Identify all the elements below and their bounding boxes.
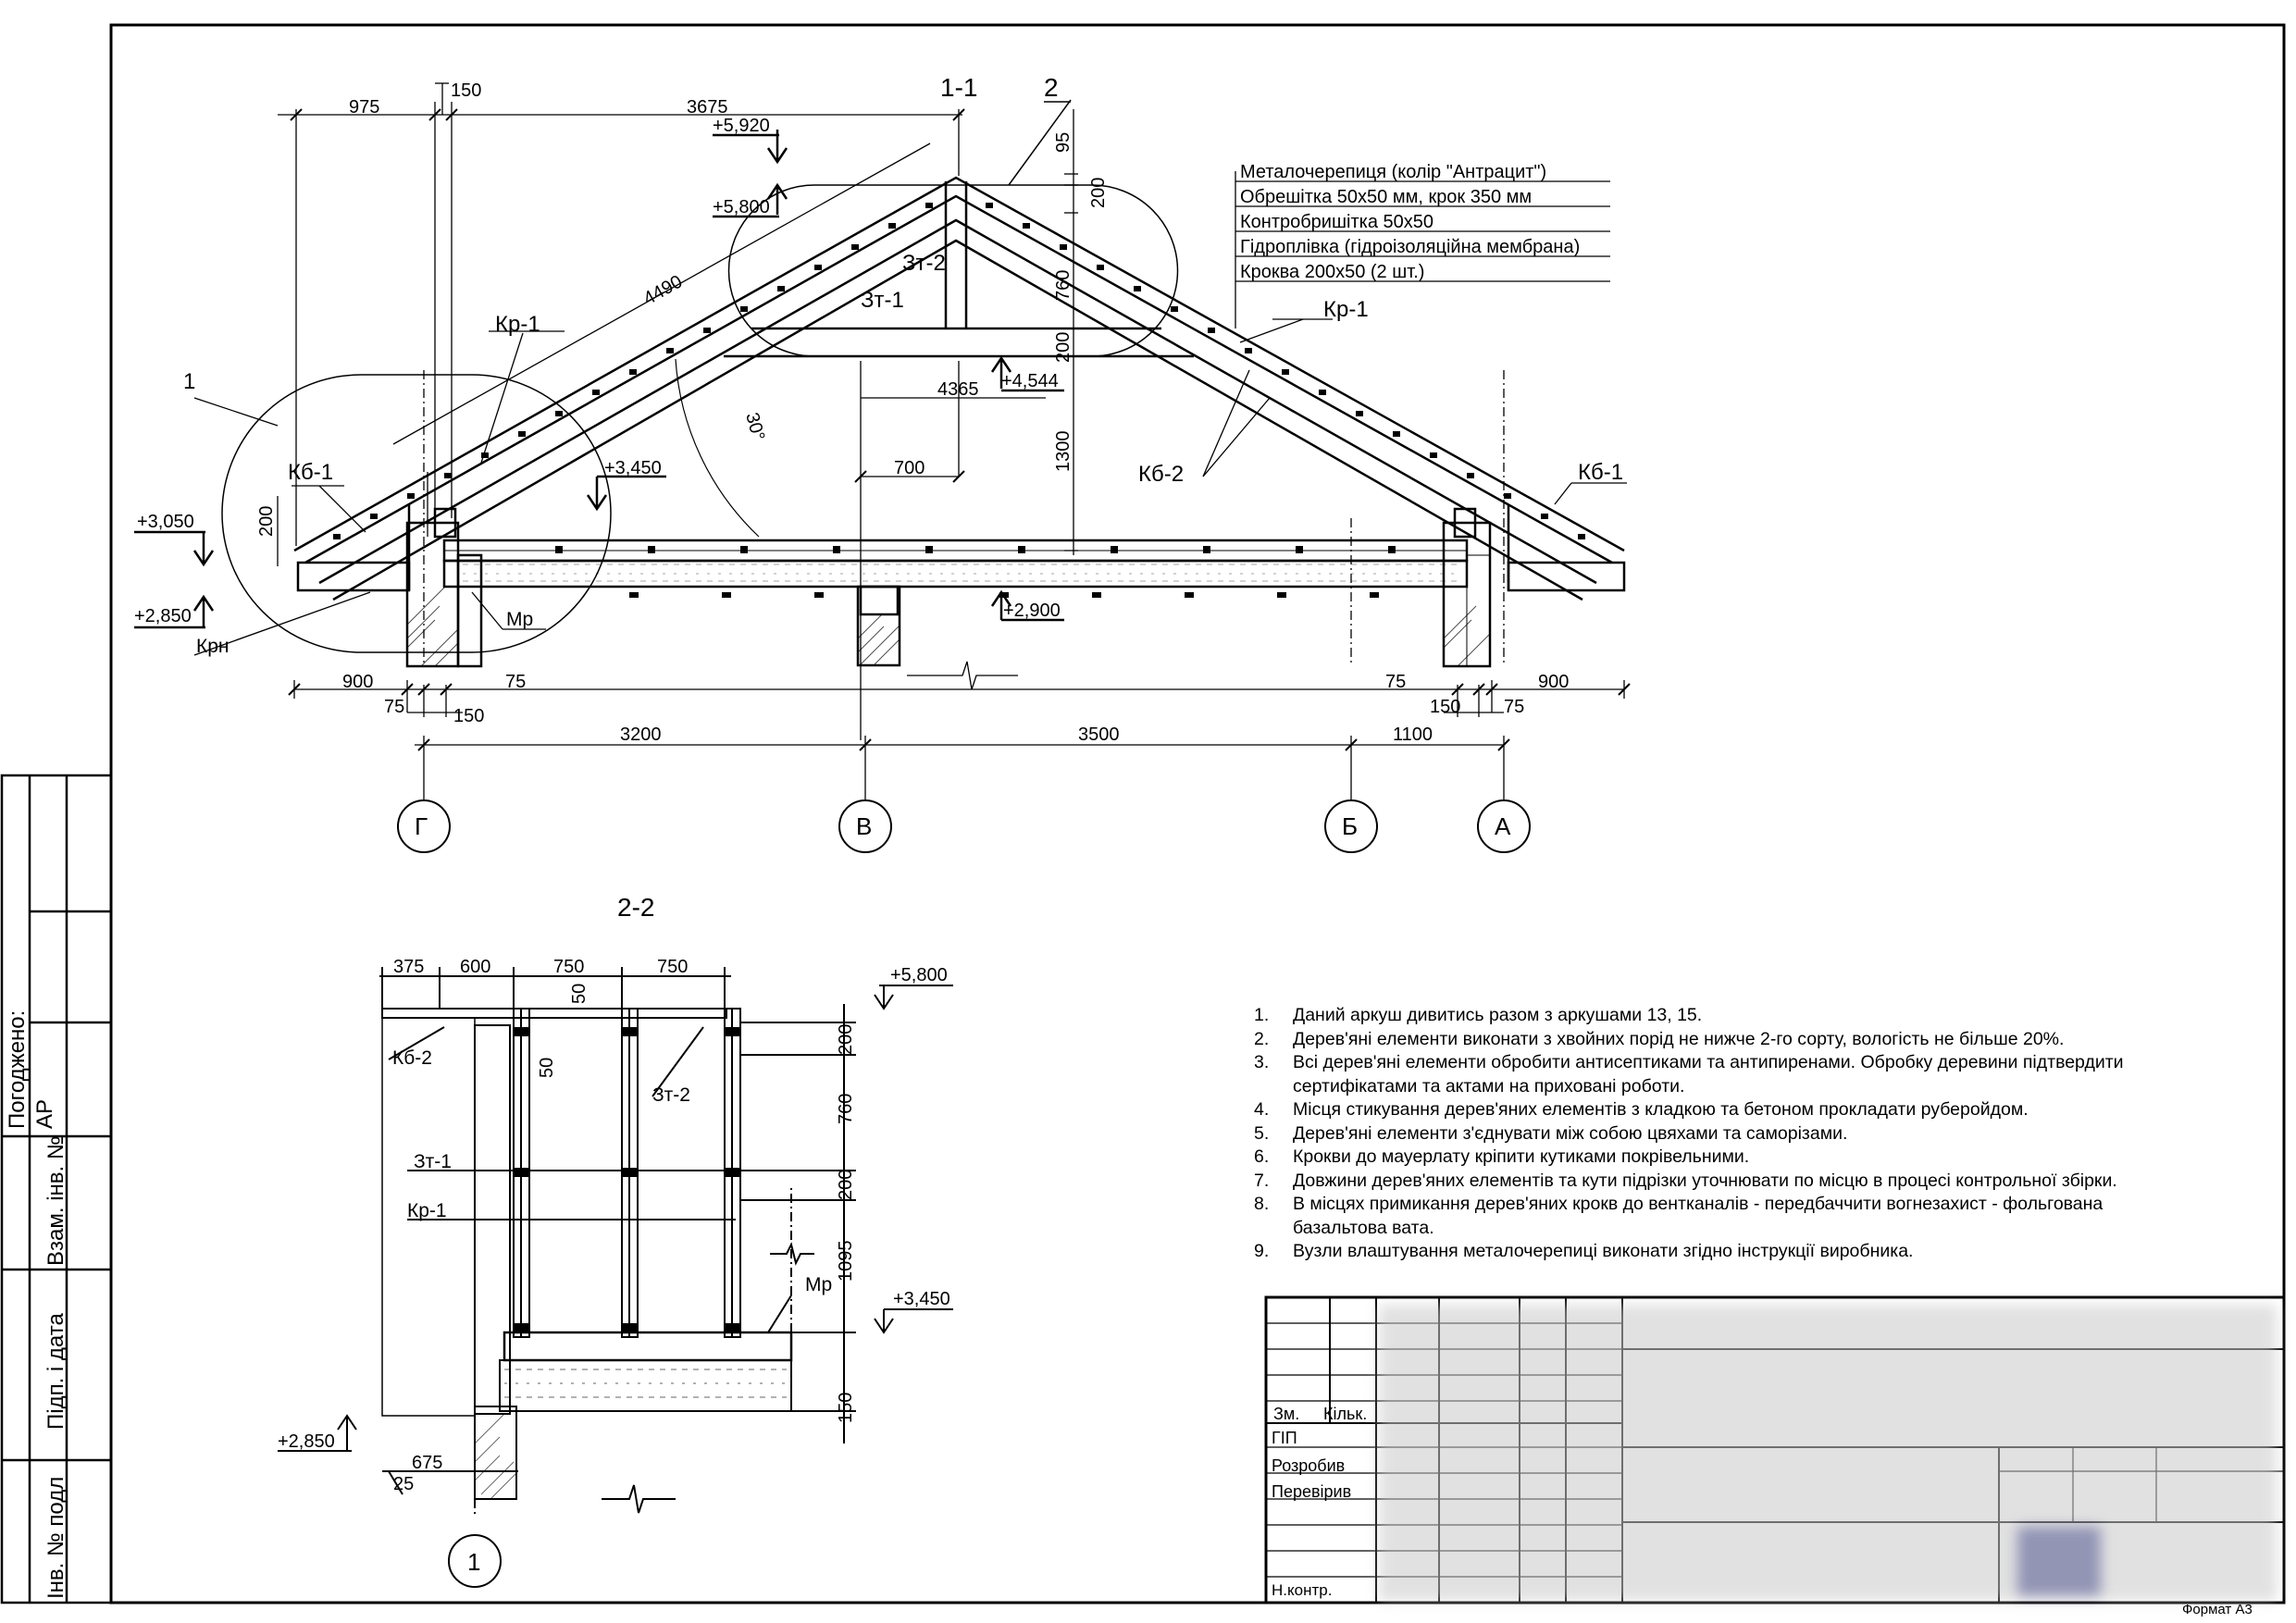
dim-375: 375	[393, 957, 425, 977]
dim-760-r: 760	[836, 1093, 856, 1124]
angle-30: 30°	[741, 410, 769, 443]
elev-5800: +5,800	[713, 197, 770, 217]
dim-900-right: 900	[1538, 672, 1570, 692]
label-zt2-s2: Зт-2	[652, 1084, 690, 1106]
elev-5920: +5,920	[713, 116, 770, 136]
dim-3200: 3200	[620, 725, 662, 745]
dim-75-left-a: 75	[384, 697, 405, 717]
tb-kilk: Кільк.	[1323, 1405, 1368, 1423]
note-item: 2. Дерев'яні елементи виконати з хвойних порід не нижче 2-го сорту, вологість не більше 20%.	[1254, 1028, 2065, 1049]
dim-1100: 1100	[1393, 725, 1433, 745]
label-mr-s2: Мр	[805, 1274, 833, 1295]
dim-25: 25	[393, 1474, 415, 1494]
elev-4544: +4,544	[1001, 371, 1059, 391]
section-1-1-title: 1-1	[940, 73, 978, 102]
note-item: 7. Довжини дерев'яних елементів та кути підрізки уточнювати по місцю в процесі контрольної збірки.	[1254, 1170, 2117, 1191]
layer-5: Кроква 200х50 (2 шт.)	[1240, 262, 1425, 282]
tb-nkontr: Н.контр.	[1272, 1581, 1333, 1599]
dim-675: 675	[412, 1453, 443, 1473]
note-item: 3. Всі дерев'яні елементи обробити антисептиками та антипиренами. Обробку деревини підтвердити сертифікатами та актами на приховані роботи.	[1254, 1052, 2124, 1096]
stamp-ar: АР	[32, 1098, 57, 1129]
note-item: 4. Місця стикування дерев'яних елементів з кладкою та бетоном прокладати руберойдом.	[1254, 1099, 2029, 1120]
stamp-vzam: Взам. інв. №	[43, 1135, 68, 1266]
stamp-inv: Інв. № подл	[43, 1476, 68, 1599]
layer-3: Контробришітка 50х50	[1240, 212, 1433, 232]
label-krn: Крн	[196, 636, 230, 657]
elev-2900: +2,900	[1003, 601, 1061, 621]
section-2-2	[278, 893, 953, 1587]
elev-2850-s2: +2,850	[278, 1431, 335, 1452]
elev-3450: +3,450	[604, 458, 662, 478]
dim-75-left-b: 75	[505, 672, 527, 692]
tb-zm: Зм.	[1273, 1405, 1300, 1423]
label-zt1-s2: Зт-1	[414, 1151, 452, 1172]
dim-750-a: 750	[553, 957, 585, 977]
label-kb2: Кб-2	[1138, 462, 1185, 487]
label-kb2-s2: Кб-2	[392, 1047, 432, 1069]
dim-95: 95	[1053, 131, 1074, 153]
dim-900-left: 900	[342, 672, 374, 692]
dim-3500: 3500	[1078, 725, 1120, 745]
tb-gip: ГІП	[1272, 1429, 1297, 1447]
axis-1: 1	[467, 1548, 481, 1576]
dim-1300: 1300	[1053, 430, 1074, 472]
axis-g: Г	[415, 812, 428, 840]
stamp-pidp: Підп. і дата	[43, 1313, 68, 1430]
stamp-pogodzheno: Погоджено:	[5, 1010, 30, 1129]
tb-perevirv: Перевірив	[1272, 1482, 1352, 1501]
dim-200-r1: 200	[836, 1023, 856, 1055]
dim-50-a: 50	[569, 983, 590, 1004]
layer-4: Гідроплівка (гідроізоляційна мембрана)	[1240, 237, 1581, 257]
callout-1: 1	[183, 369, 196, 394]
dim-150-left: 150	[453, 706, 485, 726]
dim-1095-r: 1095	[836, 1240, 856, 1282]
layer-2: Обрешітка 50х50 мм, крок 350 мм	[1240, 187, 1533, 207]
dim-150-r: 150	[836, 1392, 856, 1423]
section-1-1	[134, 73, 1630, 852]
elev-5800-s2: +5,800	[890, 965, 948, 985]
dim-200-r2: 200	[836, 1169, 856, 1200]
note-item: 1. Даний аркуш дивитись разом з аркушами 13, 15.	[1254, 1005, 1703, 1025]
dim-75-right-b: 75	[1504, 697, 1525, 717]
label-kb1-right: Кб-1	[1578, 460, 1624, 485]
axis-v: В	[856, 812, 873, 840]
label-mr: Мр	[506, 609, 534, 630]
layer-1: Металочерепиця (колір "Антрацит")	[1240, 162, 1547, 182]
label-kr1-left: Кр-1	[495, 312, 540, 337]
dim-200-a: 200	[1088, 177, 1109, 208]
notes-list	[1254, 1004, 2189, 1264]
title-block-redacted	[1379, 1305, 2277, 1601]
dim-50-b: 50	[537, 1057, 557, 1078]
section-2-2-title: 2-2	[617, 893, 655, 922]
label-zt2: Зт-2	[902, 251, 946, 276]
dim-200-c: 200	[256, 505, 277, 537]
elev-3050: +3,050	[137, 512, 194, 532]
elev-3450-s2: +3,450	[893, 1289, 950, 1309]
callout-2: 2	[1044, 73, 1059, 102]
dim-3675: 3675	[687, 97, 728, 118]
note-item: 5. Дерев'яні елементи з'єднувати між собою цвяхами та саморізами.	[1254, 1122, 1848, 1144]
label-kr1-right: Кр-1	[1323, 297, 1369, 322]
dim-4490: 4490	[639, 271, 687, 310]
note-item: 8. В місцях примикання дерев'яних крокв до вентканалів - передбаччити вогнезахист - фольгована базальтова вата.	[1254, 1194, 2104, 1238]
format-label: Формат А3	[2182, 1602, 2253, 1617]
tb-rozrobyv: Розробив	[1272, 1456, 1346, 1475]
dim-700: 700	[894, 458, 925, 478]
dim-975: 975	[349, 97, 380, 118]
dim-150-top: 150	[451, 81, 482, 101]
note-item: 6. Крокви до мауерлату кріпити кутиками покрівельними.	[1254, 1146, 1750, 1167]
axis-b: Б	[1342, 812, 1359, 840]
note-item: 9. Вузли влаштування металочерепиці виконати згідно інструкції виробника.	[1254, 1241, 1914, 1261]
dim-4365: 4365	[937, 379, 979, 400]
dim-150-right: 150	[1430, 697, 1461, 717]
dim-75-right-a: 75	[1385, 672, 1407, 692]
axis-a: А	[1495, 812, 1511, 840]
elev-2850: +2,850	[134, 606, 192, 626]
dim-200-b: 200	[1053, 331, 1074, 363]
dim-760: 760	[1053, 269, 1074, 301]
label-zt1: Зт-1	[861, 288, 904, 313]
dim-600: 600	[460, 957, 491, 977]
label-kb1-left: Кб-1	[288, 460, 334, 485]
dim-750-b: 750	[657, 957, 689, 977]
label-kr1-s2: Кр-1	[407, 1200, 447, 1221]
